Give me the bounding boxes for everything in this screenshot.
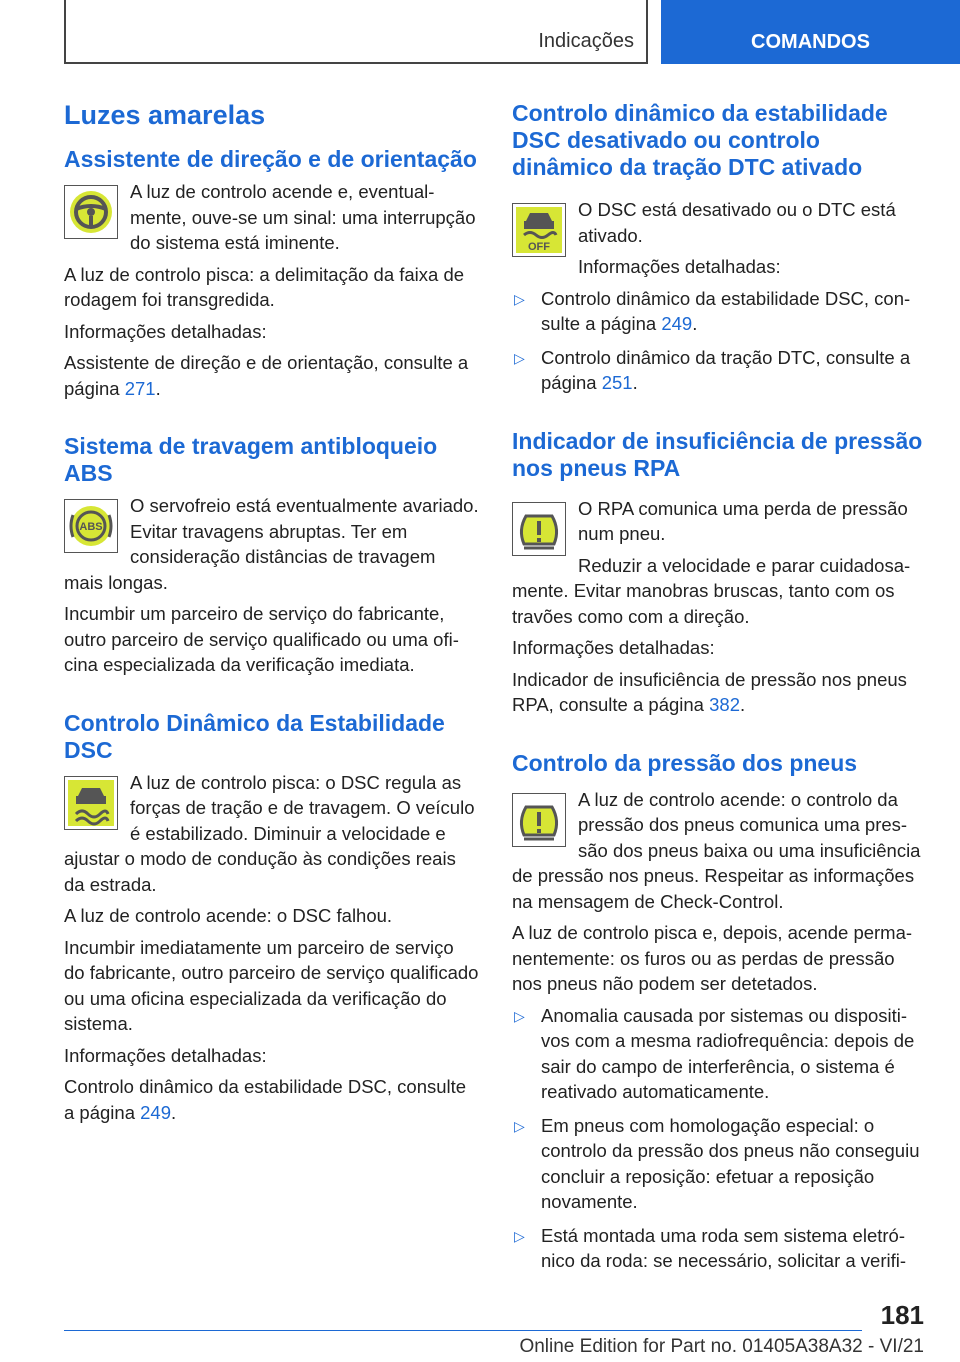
paragraph: A luz de controlo pisca e, depois, acende permanentemente: os furos ou as perdas de pressão nos pneus não podem ser detetados. [512,922,913,994]
paragraph-text: Assistente de direção e de orientação, consulte a página [64,352,469,399]
paragraph-text: Controlo dinâmico da estabilidade DSC, consulte a página [64,1076,467,1123]
tire-pressure-icon [512,502,566,556]
bullet-icon: ▷ [514,1227,525,1244]
section-heading: Assistente de direção e de orientação [64,146,477,172]
section-heading: Controlo Dinâmico da Estabilidade DSC [64,709,445,763]
page-link[interactable]: 382 [709,694,740,715]
footer-divider [64,1330,862,1331]
paragraph: A luz de controlo pisca: a delimitação da faixa de rodagem foi transgredida. [64,263,465,310]
list-item-text: Em pneus com homologação especial: o controlo da pressão dos pneus não conseguiu concluir a reposição: efetuar a reposição novamente. [541,1114,920,1212]
bullet-icon: ▷ [514,1117,525,1134]
paragraph-end: . [740,694,746,715]
section-lane-assistant [64,146,479,401]
page-link[interactable]: 249 [661,313,693,334]
header-chapter-tab[interactable]: COMANDOS [661,0,960,64]
bullet-icon: ▷ [514,1007,525,1024]
paragraph: A luz de controlo acende: o controlo da pressão dos pneus comunica uma pressão dos pneus baixa ou uma insuficiência de pressão nos pneus. Respeitar as informações na mensagem de Check-Control. [512,788,921,912]
page-title: Luzes amarelas [64,100,266,130]
list-item [512,1003,927,1105]
list-item-text: Controlo dinâmico da estabilidade DSC, consulte a página [541,287,911,334]
dsc-off-icon-text: OFF [528,241,550,253]
bullet-list [512,1003,927,1274]
section-heading: Sistema de travagem antibloqueio ABS [64,433,438,486]
paragraph: O servofreio está eventualmente avariado. Evitar travagens abruptas. Ter em consideração distâncias de travagem mais longas. [64,495,479,593]
steering-wheel-warning-icon [64,185,118,239]
section-dsc-off [512,100,927,396]
list-item [512,345,927,396]
section-tire-pressure-monitor [512,750,927,1274]
paragraph: O RPA comunica uma perda de pressão num pneu. [578,497,908,544]
list-item [512,1113,927,1215]
paragraph: O DSC está desativado ou o DTC está ativado. [578,199,896,246]
paragraph: Informações detalhadas: [64,320,267,342]
paragraph-text: Indicador de insuficiência de pressão nos pneus RPA, consulte a página [512,668,907,715]
list-item-end: . [632,372,638,393]
paragraph: Reduzir a velocidade e parar cuidadosamente. Evitar manobras bruscas, tanto com os travões como com a direção. [512,554,911,627]
list-item-text: Controlo dinâmico da tração DTC, consulte a página [541,346,911,393]
section-heading: Indicador de insuficiência de pressão nos pneus RPA [512,427,923,481]
paragraph: Incumbir imediatamente um parceiro de serviço do fabricante, outro parceiro de serviço qualificado ou uma oficina especializada da verificação do sistema. [64,936,479,1034]
paragraph [512,667,927,718]
paragraph: Incumbir um parceiro de serviço do fabricante, outro parceiro de serviço qualificado ou uma oficina especializada da verificação imediata. [64,603,459,675]
list-item-text: Está montada uma roda sem sistema eletrónico da roda: se necessário, solicitar a verifi- [541,1224,907,1271]
list-item [512,1223,927,1274]
paragraph-end: . [171,1101,177,1123]
list-item [512,286,927,337]
paragraph: Informações detalhadas: [64,1044,267,1066]
paragraph-end: . [155,377,161,399]
right-column [512,100,927,1306]
bullet-list [512,286,927,396]
paragraph: Informações detalhadas: [512,637,715,658]
paragraph: A luz de controlo acende: o DSC falhou. [64,905,393,926]
section-rpa [512,428,927,718]
bullet-icon: ▷ [514,349,525,366]
tire-pressure-icon [512,793,566,847]
footer-edition: Online Edition for Part no. 01405A38A32 - VI/21 [519,1336,924,1357]
paragraph [64,350,479,401]
list-item-end: . [692,313,698,334]
abs-icon-text: ABS [79,521,103,533]
section-heading: Controlo da pressão dos pneus [512,749,858,776]
section-abs [64,433,479,678]
header-section-title: Indicações [538,30,634,52]
dsc-off-icon [512,203,566,257]
page-link[interactable]: 271 [124,377,156,399]
page-number: 181 [880,1300,924,1330]
dsc-icon [64,776,118,830]
paragraph: Informações detalhadas: [578,256,781,277]
paragraph: A luz de controlo pisca: o DSC regula as forças de tração e de travagem. O veículo é estabilizado. Diminuir a velocidade e ajustar o modo de condução às condições reais da estrada. [64,771,475,895]
left-column [64,100,479,1157]
paragraph [64,1074,479,1125]
list-item-text: Anomalia causada por sistemas ou dispositivos com a mesma radiofrequência: depois de sair do campo de interferência, o sistema é reativado automaticamente. [541,1004,915,1102]
section-dsc [64,710,479,1126]
section-heading: Controlo dinâmico da estabilidade DSC desativado ou controlo dinâmico da tração DTC ativado [512,100,888,180]
abs-warning-icon [64,499,118,553]
page-link[interactable]: 251 [601,372,633,393]
bullet-icon: ▷ [514,290,525,307]
page-link[interactable]: 249 [140,1101,171,1123]
paragraph: A luz de controlo acende e, eventualmente, ouve-se um sinal: uma interrupção do sistema está iminente. [130,181,476,253]
